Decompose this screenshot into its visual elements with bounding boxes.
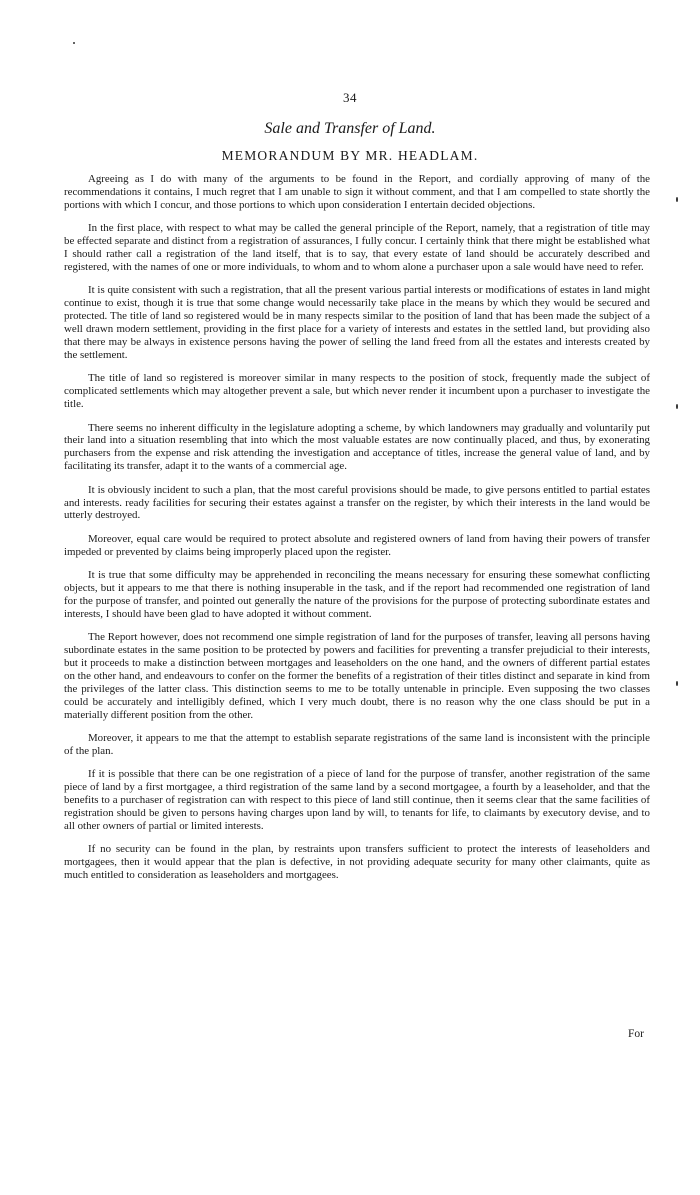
print-speck xyxy=(676,681,678,686)
paragraph: It is true that some difficulty may be apprehended in reconciling the means necessary for ensuring these somewhat conflicting objects, but it appears to me that there is nothing insuperable in the task, and if the report had recommended one registration of land for the purpose of transfer, and pointed out generally the nature of the provisions for the purpose of protecting subordinate estates and interests, I should have been glad to have adopted it without comment. xyxy=(64,569,650,620)
paragraph: There seems no inherent difficulty in the legislature adopting a scheme, by which landowners may gradually and voluntarily put their land into a situation resembling that into which the most valuable estates are now continually placed, and thus, by exonerating purchasers from the expense and risk attending the investigation and acceptance of titles, increase the general value of land, and by facilitating its transfer, adapt it to the wants of a commercial age. xyxy=(64,421,650,473)
paragraph: The Report however, does not recommend one simple registration of land for the purposes of transfer, leaving all persons having subordinate estates in the same position to be protected by powers and facilities for preventing a transfer prejudicial to their interests, but it proceeds to make a distinction between mortgages and leaseholders on the one hand, and the owners of different partial estates on the other hand, and endeavours to confer on the former the benefits of a registration of their titles distinct and separate in kind from the privileges of the latter class. This distinction seems to me to be totally untenable in principle. Even supposing the two classes could be accurately and intelligibly defined, which I very much doubt, there is no reason why the one class should be put in a materially different position from the other. xyxy=(64,631,650,721)
paragraph: It is obviously incident to such a plan, that the most careful provisions should be made, to give persons entitled to partial estates and interests. ready facilities for securing their estates against a transfer on the register, by which their interests in the land would be utterly destroyed. xyxy=(64,483,650,522)
catchword: For xyxy=(628,1028,644,1040)
page-number: 34 xyxy=(343,90,357,105)
running-title: Sale and Transfer of Land. xyxy=(264,120,436,137)
print-speck xyxy=(676,197,678,202)
memorandum-body xyxy=(64,173,650,893)
paragraph: Agreeing as I do with many of the arguments to be found in the Report, and cordially approving of many of the recommendations it contains, I much regret that I am unable to sign it without comment, and that I am compelled to state shortly the portions with which I concur, and those portions to which upon consideration I entertain decided objections. xyxy=(64,173,650,211)
paragraph: The title of land so registered is moreover similar in many respects to the position of stock, frequently made the subject of complicated settlements which may altogether prevent a sale, but which never render it incumbent upon a purchaser to investigate the title. xyxy=(64,372,650,411)
paragraph: Moreover, it appears to me that the attempt to establish separate registrations of the same land is inconsistent with the principle of the plan. xyxy=(64,732,650,758)
paragraph: Moreover, equal care would be required to protect absolute and registered owners of land from having their powers of transfer impeded or prevented by claims being improperly placed upon the register. xyxy=(64,532,650,558)
paragraph: If no security can be found in the plan, by restraints upon transfers sufficient to protect the interests of leaseholders and mortgagees, then it would appear that the plan is defective, in not providing adequate security for many other claimants, quite as much entitled to consideration as leaseholders and mortgagees. xyxy=(64,843,650,882)
print-speck xyxy=(73,42,75,44)
paragraph: In the first place, with respect to what may be called the general principle of the Report, namely, that a registration of title may be effected separate and distinct from a registration of assurances, I fully concur. I certainly think that there might be established what I should rather call a registration of the land itself, that is to say, that every estate of land should be accurately described and registered, with the names of one or more individuals, to whom and to whom alone a purchaser upon a sale would have need to refer. xyxy=(64,222,650,273)
paragraph: It is quite consistent with such a registration, that all the present various partial interests or modifications of estates in land might continue to exist, though it is true that some change would necessarily take place in the means by which they would be secured and protected. The title of land so registered would be in many respects similar to the position of land that has been made the subject of a well drawn modern settlement, providing in the first place for a variety of interests and estates in the settled land, but providing also that there may be always in existence persons having the power of selling the land freed from all the estates and interests created by the settlement. xyxy=(64,284,650,361)
memorandum-heading: MEMORANDUM BY MR. HEADLAM. xyxy=(221,148,479,163)
paragraph: If it is possible that there can be one registration of a piece of land for the purpose of transfer, another registration of the same piece of land by a first mortgagee, a third registration of the same land by a second mortgagee, a fourth by a leaseholder, and that the benefits to a purchaser of registration can with respect to this piece of land still continue, then it seems clear that the same facilities of registration should be given to persons having charges upon land by will, to tenants for life, to claimants by executory devise, and to all other owners of partial or limited interests. xyxy=(64,768,650,833)
print-speck xyxy=(676,404,678,409)
